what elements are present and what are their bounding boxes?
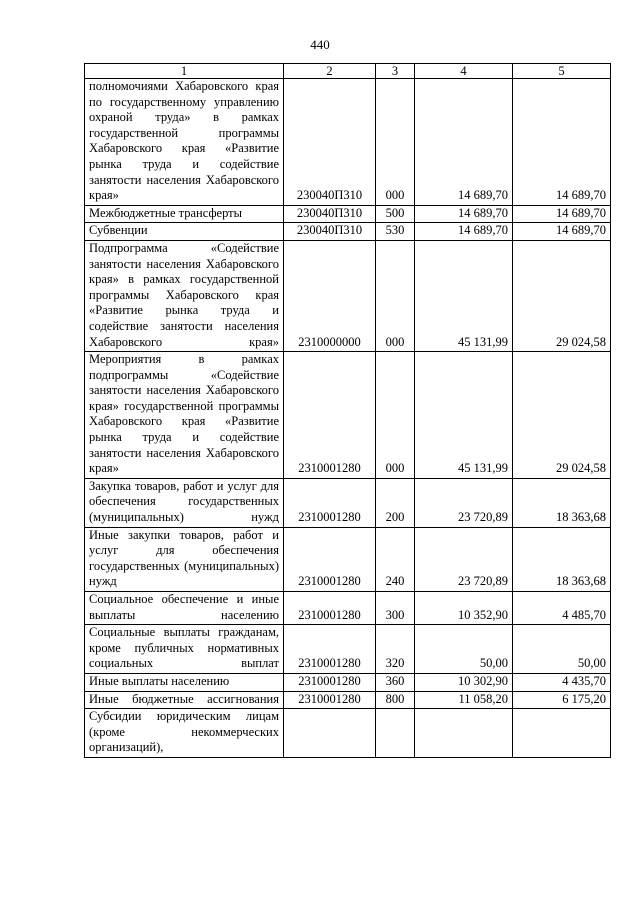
row-sum-2: 18 363,68 <box>513 527 611 591</box>
row-expense-type: 320 <box>376 625 415 674</box>
row-name: Субвенции <box>85 223 284 241</box>
page-number: 440 <box>310 37 330 52</box>
row-code: 2310001280 <box>284 625 376 674</box>
row-name: Социальное обеспечение и иные выплаты населению <box>85 592 284 625</box>
header-col-3: 3 <box>376 64 415 79</box>
row-code <box>284 709 376 758</box>
row-sum-2: 14 689,70 <box>513 79 611 206</box>
row-expense-type: 300 <box>376 592 415 625</box>
row-code: 2310001280 <box>284 527 376 591</box>
row-name: Закупка товаров, работ и услуг для обеспечения государственных (муниципальных) нужд <box>85 478 284 527</box>
row-expense-type: 000 <box>376 240 415 351</box>
row-name: Межбюджетные трансферты <box>85 205 284 223</box>
row-expense-type <box>376 709 415 758</box>
table-row <box>85 352 611 479</box>
row-sum-2: 50,00 <box>513 625 611 674</box>
row-expense-type: 800 <box>376 691 415 709</box>
row-sum-1: 45 131,99 <box>415 352 513 479</box>
row-name: Социальные выплаты гражданам, кроме публичных нормативных социальных выплат <box>85 625 284 674</box>
row-sum-2: 4 485,70 <box>513 592 611 625</box>
row-name: полномочиями Хабаровского края по государственному управлению охраной труда» в рамках государственной программы Хабаровского края «Развитие рынка труда и содействие занятости населения Хабаровского края» <box>85 79 284 206</box>
row-sum-1: 11 058,20 <box>415 691 513 709</box>
row-sum-2: 4 435,70 <box>513 673 611 691</box>
row-sum-1: 14 689,70 <box>415 223 513 241</box>
row-code: 2310001280 <box>284 478 376 527</box>
row-expense-type: 200 <box>376 478 415 527</box>
row-code: 230040П310 <box>284 205 376 223</box>
header-col-2: 2 <box>284 64 376 79</box>
row-sum-2: 18 363,68 <box>513 478 611 527</box>
row-expense-type: 000 <box>376 79 415 206</box>
row-sum-1: 50,00 <box>415 625 513 674</box>
row-name: Субсидии юридическим лицам (кроме некоммерческих организаций), <box>85 709 284 758</box>
row-sum-1: 23 720,89 <box>415 527 513 591</box>
table-row <box>85 79 611 206</box>
row-expense-type: 530 <box>376 223 415 241</box>
header-col-4: 4 <box>415 64 513 79</box>
header-col-5: 5 <box>513 64 611 79</box>
table-row <box>85 709 611 758</box>
row-code: 2310000000 <box>284 240 376 351</box>
row-code: 230040П310 <box>284 79 376 206</box>
row-expense-type: 240 <box>376 527 415 591</box>
row-sum-2: 14 689,70 <box>513 205 611 223</box>
row-sum-1: 45 131,99 <box>415 240 513 351</box>
table-row <box>85 240 611 351</box>
table-row <box>85 205 611 223</box>
row-name: Подпрограмма «Содействие занятости населения Хабаровского края» в рамках государственной программы Хабаровского края «Развитие рынка труда и содействие занятости населения Хабаровского края» <box>85 240 284 351</box>
row-sum-2: 14 689,70 <box>513 223 611 241</box>
table-row <box>85 625 611 674</box>
table-row <box>85 673 611 691</box>
table-row <box>85 691 611 709</box>
row-code: 2310001280 <box>284 352 376 479</box>
row-sum-1: 14 689,70 <box>415 79 513 206</box>
row-name: Мероприятия в рамках подпрограммы «Содействие занятости населения Хабаровского края» государственной программы Хабаровского края «Развитие рынка труда и содействие занятости населения Хабаровского края» <box>85 352 284 479</box>
table-row <box>85 527 611 591</box>
table-row <box>85 478 611 527</box>
row-sum-1 <box>415 709 513 758</box>
budget-table <box>84 63 611 758</box>
row-sum-2: 6 175,20 <box>513 691 611 709</box>
row-sum-1: 23 720,89 <box>415 478 513 527</box>
row-code: 2310001280 <box>284 592 376 625</box>
row-sum-1: 10 352,90 <box>415 592 513 625</box>
row-sum-2: 29 024,58 <box>513 352 611 479</box>
table-header-row <box>85 64 611 79</box>
row-expense-type: 000 <box>376 352 415 479</box>
row-code: 2310001280 <box>284 673 376 691</box>
row-name: Иные выплаты населению <box>85 673 284 691</box>
row-code: 2310001280 <box>284 691 376 709</box>
row-sum-1: 10 302,90 <box>415 673 513 691</box>
row-expense-type: 500 <box>376 205 415 223</box>
row-sum-2 <box>513 709 611 758</box>
header-col-1: 1 <box>85 64 284 79</box>
row-name: Иные бюджетные ассигнования <box>85 691 284 709</box>
row-name: Иные закупки товаров, работ и услуг для обеспечения государственных (муниципальных) нужд <box>85 527 284 591</box>
table-row <box>85 223 611 241</box>
row-code: 230040П310 <box>284 223 376 241</box>
row-sum-2: 29 024,58 <box>513 240 611 351</box>
row-sum-1: 14 689,70 <box>415 205 513 223</box>
table-row <box>85 592 611 625</box>
row-expense-type: 360 <box>376 673 415 691</box>
